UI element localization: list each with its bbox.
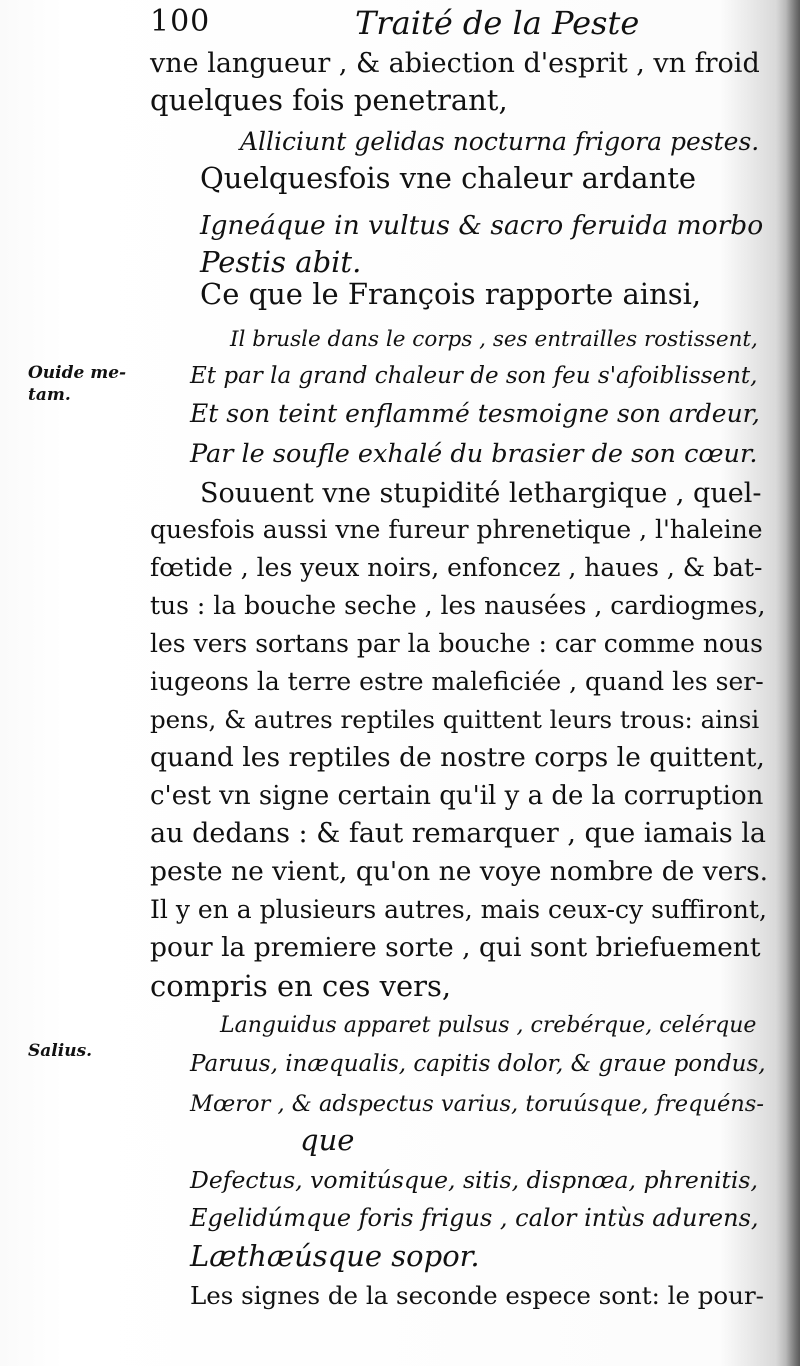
text-line: c'est vn signe certain qu'il y a de la corruption xyxy=(150,781,764,811)
text-line: iugeons la terre estre maleficiée , quand les ser- xyxy=(150,667,764,696)
text-line: vne langueur , & abiection d'esprit , vn froid xyxy=(150,48,760,79)
verse-line: Pestis abit. xyxy=(200,245,362,279)
text-line: pour la premiere sorte , qui sont briefuement xyxy=(150,932,761,963)
text-line: Quelquesfois vne chaleur ardante xyxy=(200,161,697,195)
text-line: quelques fois penetrant, xyxy=(150,83,508,117)
page-header xyxy=(150,4,770,44)
verse-line: Egelidúmque foris frigus , calor intùs adurens, xyxy=(190,1204,759,1232)
verse-line: Igneáque in vultus & sacro feruida morbo xyxy=(200,210,764,241)
text-line: Les signes de la seconde espece sont: le pour- xyxy=(190,1281,764,1310)
margin-note-line: Ouide me- xyxy=(28,363,127,383)
text-line: peste ne vient, qu'on ne voye nombre de vers. xyxy=(150,856,769,887)
verse-line: Languidus apparet pulsus , crebérque, celérque xyxy=(220,1013,757,1038)
text-line: fœtide , les yeux noirs, enfoncez , haues , & bat- xyxy=(150,553,763,582)
text-line: Il y en a plusieurs autres, mais ceux-cy suffiront, xyxy=(150,895,767,924)
margin-note-line: Salius. xyxy=(28,1041,93,1061)
margin-note-ovide xyxy=(28,362,126,406)
running-title: Traité de la Peste xyxy=(355,4,640,42)
verse-line: que xyxy=(300,1123,355,1157)
text-line: au dedans : & faut remarquer , que iamais la xyxy=(150,818,767,849)
text-line: pens, & autres reptiles quittent leurs trous: ainsi xyxy=(150,705,760,734)
verse-line: Par le soufle exhalé du brasier de son cœur. xyxy=(190,439,758,469)
verse-line: Defectus, vomitúsque, sitis, dispnœa, phrenitis, xyxy=(190,1166,758,1194)
text-line: Ce que le François rapporte ainsi, xyxy=(200,277,702,311)
verse-line: Mœror , & adspectus varius, toruúsque, frequéns- xyxy=(190,1091,764,1117)
page-edge-shadow xyxy=(786,0,800,1366)
verse-line: Il brusle dans le corps , ses entrailles rostissent, xyxy=(230,327,758,352)
verse-line: Alliciunt gelidas nocturna frigora pestes. xyxy=(240,127,760,156)
margin-note-salius xyxy=(28,1040,92,1062)
text-line: tus : la bouche seche , les nausées , cardiogmes, xyxy=(150,591,766,620)
verse-line: Et son teint enflammé tesmoigne son ardeur, xyxy=(190,399,760,428)
verse-line: Paruus, inæqualis, capitis dolor, & graue pondus, xyxy=(190,1051,766,1077)
text-line: quesfois aussi vne fureur phrenetique , l'haleine xyxy=(150,515,763,544)
page-number: 100 xyxy=(150,4,211,39)
verse-line: Et par la grand chaleur de son feu s'afoiblissent, xyxy=(190,363,758,389)
text-line: compris en ces vers, xyxy=(150,969,452,1003)
text-line: Souuent vne stupidité lethargique , quel- xyxy=(200,478,762,509)
verse-line: Læthæúsque sopor. xyxy=(190,1239,480,1273)
text-line: quand les reptiles de nostre corps le quittent, xyxy=(150,742,765,773)
text-line: les vers sortans par la bouche : car comme nous xyxy=(150,629,763,658)
margin-note-line: tam. xyxy=(28,385,71,405)
